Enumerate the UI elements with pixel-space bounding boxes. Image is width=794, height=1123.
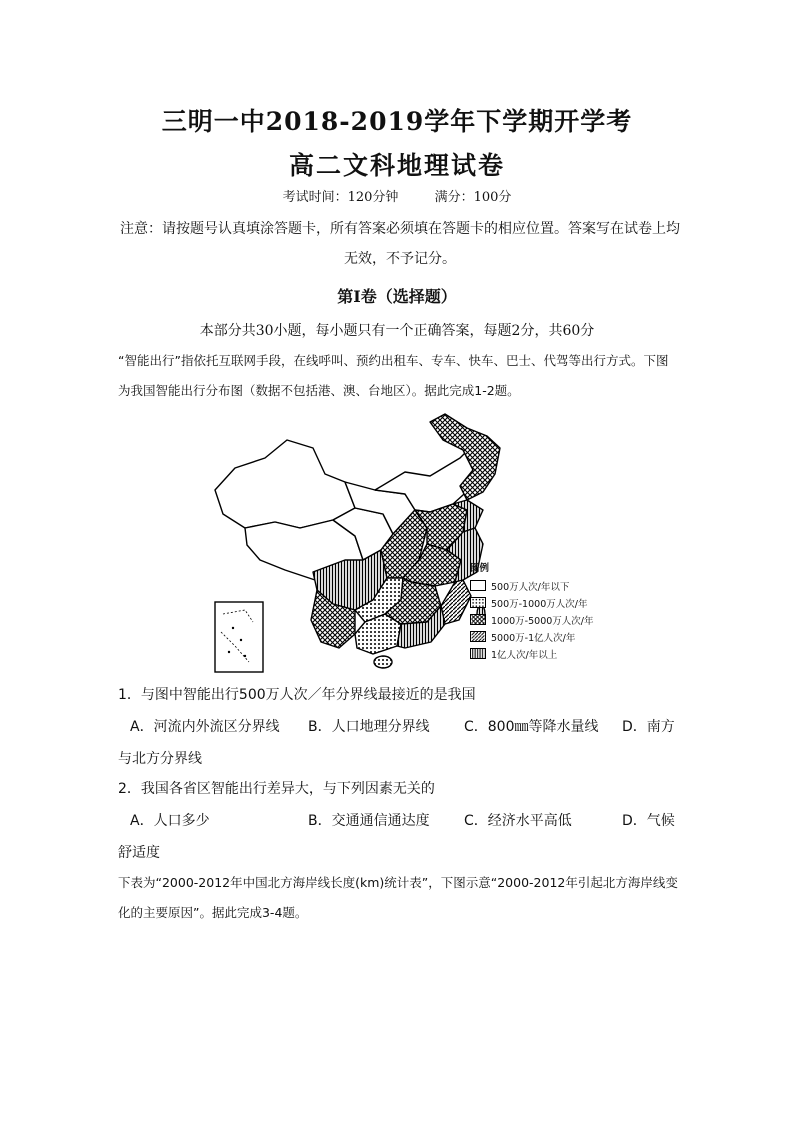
legend-item: 1亿人次/年以上 <box>470 645 593 662</box>
question-1-stem: 1．与图中智能出行500万人次／年分界线最接近的是我国 <box>118 687 476 703</box>
question-2-option-d-continued: 舒适度 <box>118 845 160 861</box>
question-2-stem: 2．我国各省区智能出行差异大，与下列因素无关的 <box>118 781 435 797</box>
intro-paragraph-1: “智能出行”指依托互联网手段，在线呼叫、预约出租车、专车、快车、巴士、代驾等出行方式。下图为我国智能出行分布图（数据不包括港、澳、台地区）。据此完成1-2题。 <box>118 353 669 398</box>
legend-item: 500万-1000万人次/年 <box>470 594 593 611</box>
option-d: D．气候 <box>622 813 675 829</box>
exam-meta <box>0 186 794 205</box>
legend-item: 1000万-5000万人次/年 <box>470 611 593 628</box>
intro-paragraph-2: 下表为“2000-2012年中国北方海岸线长度(km)统计表”，下图示意“2000-2012年引起北方海岸线变化的主要原因”。据此完成3-4题。 <box>118 875 678 920</box>
option-c: C．800㎜等降水量线 <box>464 719 599 735</box>
option-a: A．人口多少 <box>130 813 210 829</box>
notice-text: 注意：请按题号认真填涂答题卡，所有答案必须填在答题卡的相应位置。答案写在试卷上均无效，不予记分。 <box>120 221 680 267</box>
region-hainan <box>374 656 392 668</box>
section-title: 第Ⅰ卷（选择题） <box>337 287 457 306</box>
exam-time: 考试时间：120分钟 <box>282 190 399 205</box>
option-d: D．南方 <box>622 719 675 735</box>
option-a: A．河流内外流区分界线 <box>130 719 280 735</box>
option-b: B．人口地理分界线 <box>308 719 430 735</box>
legend-item: 5000万-1亿人次/年 <box>470 628 593 645</box>
region-xinjiang <box>215 440 355 528</box>
option-b: B．交通通信通达度 <box>308 813 430 829</box>
south-china-sea-inset <box>215 602 263 672</box>
legend-item: 500万人次/年以下 <box>470 577 593 594</box>
map-legend <box>470 560 593 662</box>
section-instruction: 本部分共30小题，每小题只有一个正确答案，每题2分，共60分 <box>199 323 595 339</box>
legend-title: 图例 <box>470 563 490 574</box>
region-fujian <box>441 580 471 624</box>
question-1-option-d-continued: 与北方分界线 <box>118 751 202 767</box>
full-score: 满分：100分 <box>434 190 512 205</box>
exam-title-line1: 三明一中2018-2019学年下学期开学考 <box>161 107 633 136</box>
option-c: C．经济水平高低 <box>464 813 572 829</box>
exam-title-line2: 高二文科地理试卷 <box>288 151 505 180</box>
